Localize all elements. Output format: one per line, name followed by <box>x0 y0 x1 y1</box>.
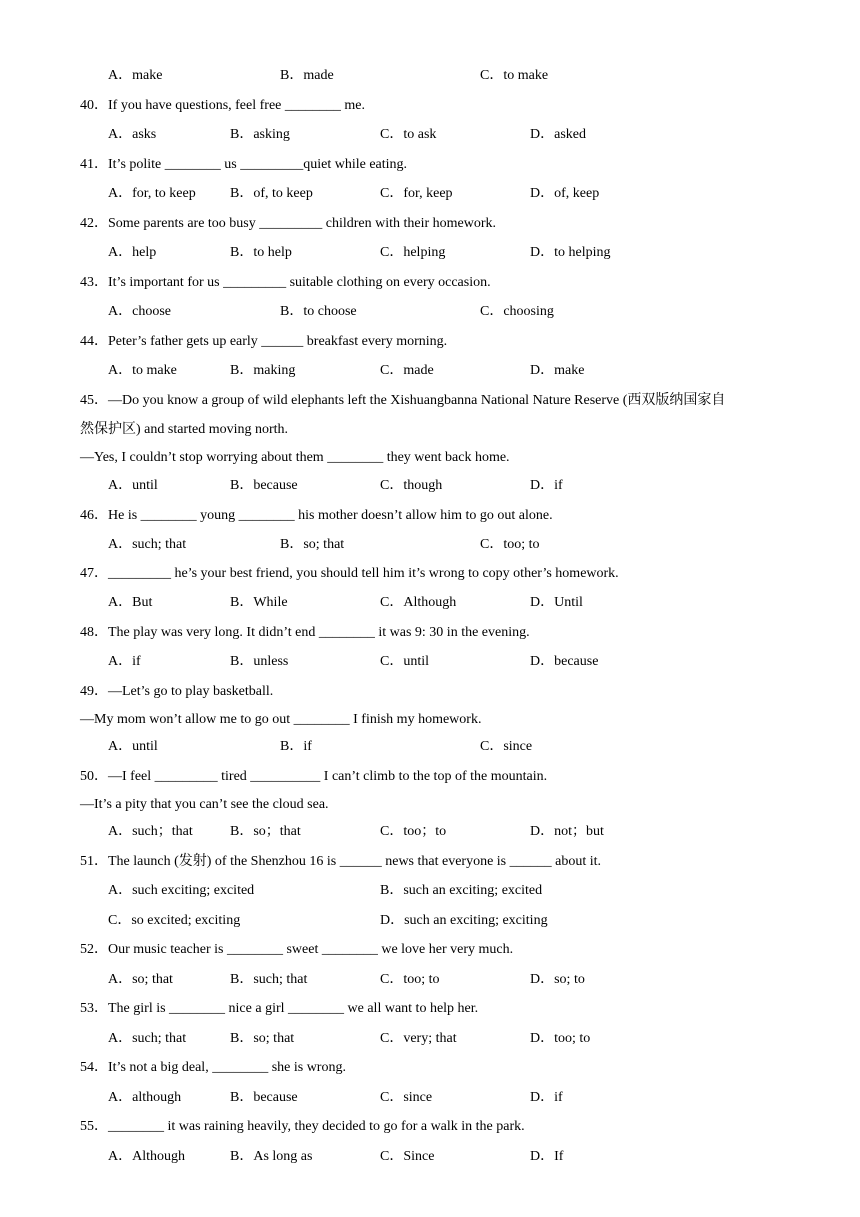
answer-option: B．such an exciting; excited <box>380 883 543 898</box>
answer-option: B．so; that <box>230 1031 295 1046</box>
answer-option: A．to make <box>108 363 177 378</box>
question-text: It’s important for us _________ suitable clothing on every occasion. <box>108 275 491 290</box>
answer-option: B．While <box>230 595 288 610</box>
question-48-stem <box>80 624 530 642</box>
answer-option: D．too; to <box>530 1031 591 1046</box>
answer-option: D．not；but <box>530 824 604 839</box>
answer-option: A．although <box>108 1090 182 1105</box>
question-number: 53． <box>80 1001 108 1016</box>
answer-option: B．unless <box>230 654 289 669</box>
question-46-stem <box>80 507 553 525</box>
question-text: —Do you know a group of wild elephants left the Xishuangbanna National Nature Reserve (西双版纳国家自 <box>108 393 726 408</box>
question-text: —Let’s go to play basketball. <box>108 684 274 699</box>
answer-option: B．to choose <box>280 304 357 319</box>
question-43-stem <box>80 274 491 292</box>
answer-option: D．because <box>530 654 599 669</box>
question-53-stem <box>80 1000 478 1018</box>
answer-option: C．too; to <box>480 537 540 552</box>
answer-option: A．make <box>108 68 163 83</box>
question-number: 45． <box>80 393 108 408</box>
answer-option: A．But <box>108 595 153 610</box>
question-text: Our music teacher is ________ sweet ________ we love her very much. <box>108 942 514 957</box>
answer-option: D．Until <box>530 595 583 610</box>
answer-option: C．choosing <box>480 304 554 319</box>
question-number: 46． <box>80 508 108 523</box>
answer-option: B．such; that <box>230 972 308 987</box>
question-number: 43． <box>80 275 108 290</box>
answer-option: C．for, keep <box>380 186 453 201</box>
question-text: ________ it was raining heavily, they decided to go for a walk in the park. <box>108 1119 525 1134</box>
answer-option: A．until <box>108 739 158 754</box>
question-55-stem <box>80 1118 525 1136</box>
answer-option: C．so excited; exciting <box>108 913 241 928</box>
question-49-stem <box>80 683 273 701</box>
question-number: 51． <box>80 854 108 869</box>
answer-option: A．such；that <box>108 824 193 839</box>
question-text: The girl is ________ nice a girl ________ we all want to help her. <box>108 1001 479 1016</box>
question-text: —I feel _________ tired __________ I can’t climb to the top of the mountain. <box>108 769 548 784</box>
answer-option: C．since <box>480 739 533 754</box>
answer-option: B．if <box>280 739 312 754</box>
question-number: 54． <box>80 1060 108 1075</box>
answer-option: A．choose <box>108 304 171 319</box>
question-number: 47． <box>80 566 108 581</box>
answer-option: C．helping <box>380 245 446 260</box>
question-text: The play was very long. It didn’t end ________ it was 9: 30 in the evening. <box>108 625 530 640</box>
answer-option: C．Since <box>380 1149 435 1164</box>
question-text: If you have questions, feel free ________ me. <box>108 98 365 113</box>
answer-option: B．because <box>230 1090 298 1105</box>
question-text: The launch (发射) of the Shenzhou 16 is ______ news that everyone is ______ about it. <box>108 854 602 869</box>
answer-option: C．since <box>380 1090 433 1105</box>
question-40-stem <box>80 97 365 115</box>
question-54-stem <box>80 1059 346 1077</box>
answer-option: D．asked <box>530 127 586 142</box>
question-51-stem <box>80 853 601 871</box>
question-45-stem <box>80 392 725 410</box>
question-number: 42． <box>80 216 108 231</box>
answer-option: A．such; that <box>108 537 187 552</box>
answer-option: A．so; that <box>108 972 173 987</box>
answer-option: B．of, to keep <box>230 186 313 201</box>
answer-option: B．made <box>280 68 334 83</box>
question-text: It’s not a big deal, ________ she is wrong. <box>108 1060 346 1075</box>
answer-option: D．of, keep <box>530 186 600 201</box>
answer-option: C．made <box>380 363 434 378</box>
answer-option: C．too；to <box>380 824 447 839</box>
question-number: 41． <box>80 157 108 172</box>
answer-option: B．so；that <box>230 824 301 839</box>
question-number: 44． <box>80 334 108 349</box>
question-49-reply: —My mom won’t allow me to go out ________ I finish my homework. <box>80 712 482 727</box>
answer-option: A．such; that <box>108 1031 187 1046</box>
question-50-reply: —It’s a pity that you can’t see the cloud sea. <box>80 797 329 812</box>
answer-option: D．if <box>530 478 563 493</box>
answer-option: A．if <box>108 654 141 669</box>
answer-option: C．very; that <box>380 1031 457 1046</box>
question-text: It’s polite ________ us _________quiet while eating. <box>108 157 408 172</box>
answer-option: A．help <box>108 245 157 260</box>
question-45-stem-continued: 然保护区) and started moving north. <box>80 422 289 437</box>
question-50-stem <box>80 768 547 786</box>
question-number: 49． <box>80 684 108 699</box>
answer-option: D．If <box>530 1149 564 1164</box>
answer-option: B．As long as <box>230 1149 313 1164</box>
question-41-stem <box>80 156 407 174</box>
question-52-stem <box>80 941 513 959</box>
answer-option: A．such exciting; excited <box>108 883 255 898</box>
question-text: Some parents are too busy _________ children with their homework. <box>108 216 497 231</box>
answer-option: C．to make <box>480 68 549 83</box>
question-text: He is ________ young ________ his mother doesn’t allow him to go out alone. <box>108 508 553 523</box>
question-47-stem <box>80 565 619 583</box>
answer-option: C．to ask <box>380 127 437 142</box>
answer-option: D．so; to <box>530 972 585 987</box>
answer-option: A．Although <box>108 1149 185 1164</box>
answer-option: B．so; that <box>280 537 345 552</box>
answer-option: C．too; to <box>380 972 440 987</box>
answer-option: C．though <box>380 478 443 493</box>
answer-option: B．to help <box>230 245 292 260</box>
answer-option: C．until <box>380 654 430 669</box>
question-42-stem <box>80 215 496 233</box>
question-44-stem <box>80 333 447 351</box>
question-number: 52． <box>80 942 108 957</box>
question-number: 55． <box>80 1119 108 1134</box>
answer-option: B．because <box>230 478 298 493</box>
answer-option: D．make <box>530 363 585 378</box>
answer-option: D．such an exciting; exciting <box>380 913 548 928</box>
question-text: Peter’s father gets up early ______ breakfast every morning. <box>108 334 448 349</box>
answer-option: B．making <box>230 363 296 378</box>
answer-option: B．asking <box>230 127 290 142</box>
answer-option: D．if <box>530 1090 563 1105</box>
answer-option: D．to helping <box>530 245 611 260</box>
answer-option: C．Although <box>380 595 457 610</box>
answer-option: A．for, to keep <box>108 186 196 201</box>
question-number: 40． <box>80 98 108 113</box>
question-number: 48． <box>80 625 108 640</box>
question-number: 50． <box>80 769 108 784</box>
question-text: _________ he’s your best friend, you should tell him it’s wrong to copy other’s homework. <box>108 566 619 581</box>
answer-option: A．asks <box>108 127 157 142</box>
answer-option: A．until <box>108 478 158 493</box>
question-45-reply: —Yes, I couldn’t stop worrying about them ________ they went back home. <box>80 450 510 465</box>
